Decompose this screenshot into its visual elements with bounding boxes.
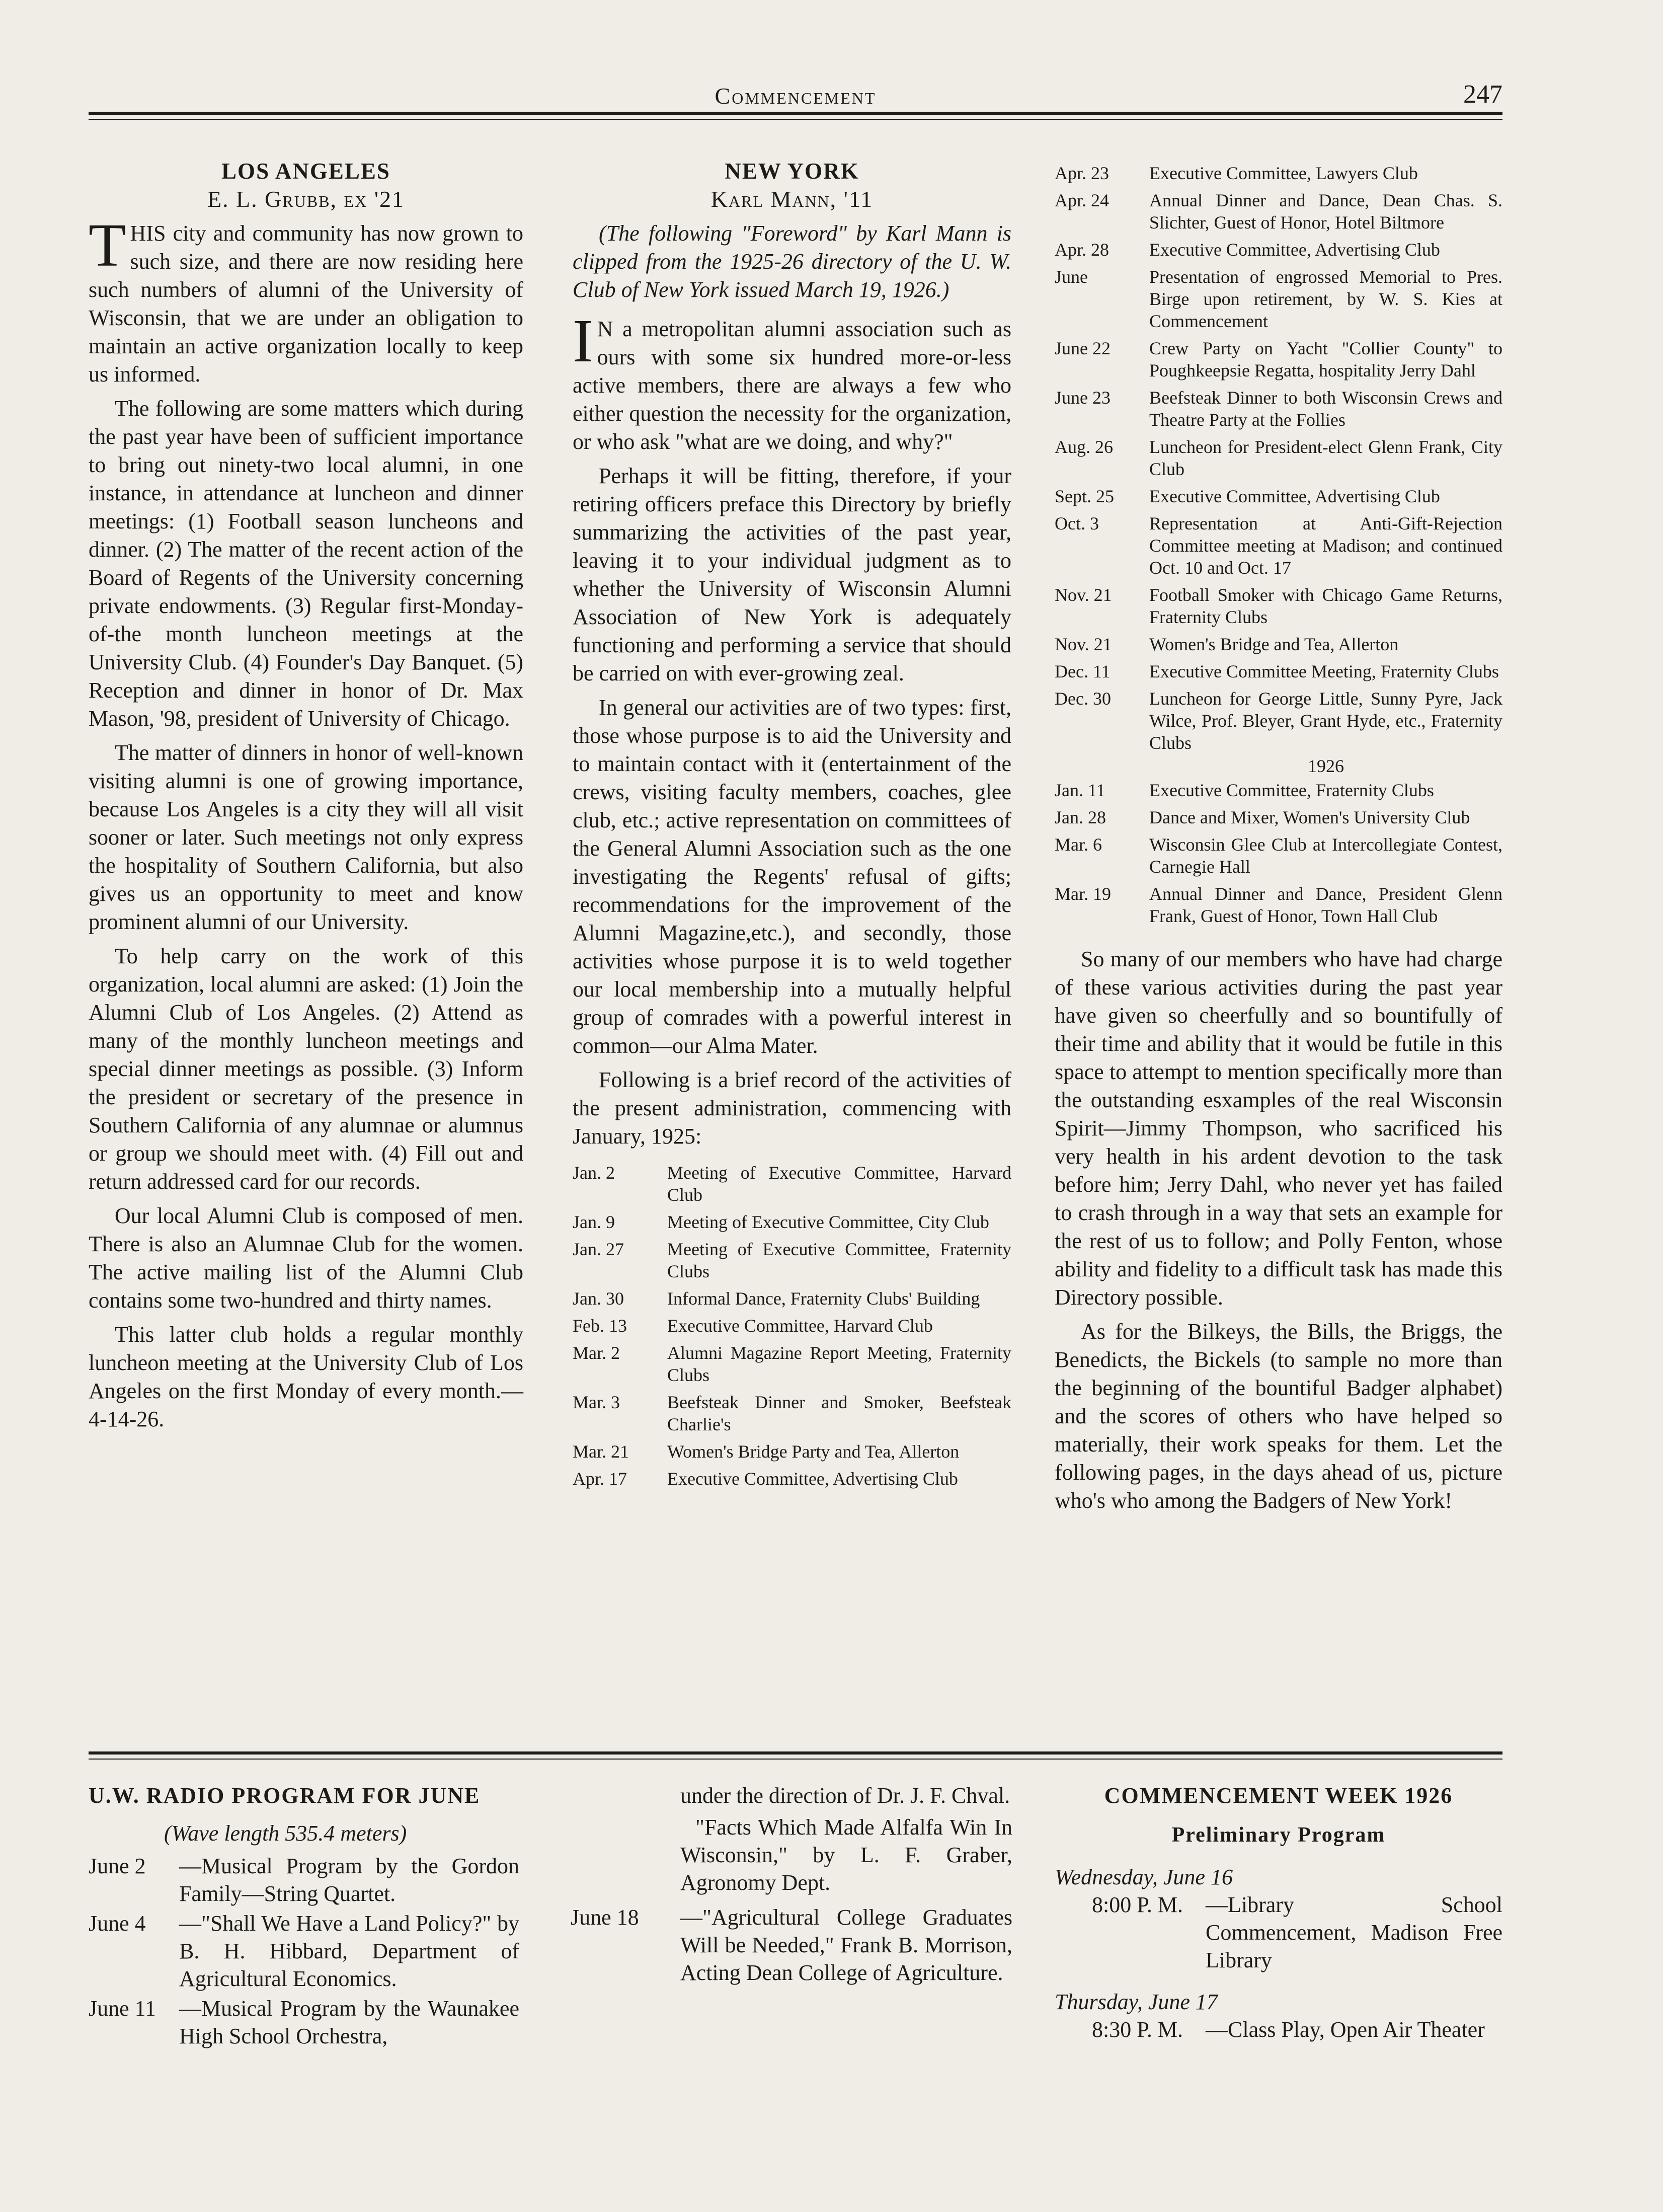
new-york-paragraph-6: As for the Bilkeys, the Bills, the Briggs, the Benedicts, the Bickels (to sample no more than the beginning of the bountiful Badger alphabet) and the scores of others who have helped so materially, their work speaks for them. Let the following pages, in the days ahead of us, picture who's who among the Badgers of New York! [1055, 1319, 1502, 1513]
event-row [573, 1211, 1011, 1233]
event-description: Meeting of Executive Committee, City Club [667, 1212, 989, 1232]
event-row [1055, 633, 1502, 655]
commencement-heading: COMMENCEMENT WEEK 1926 [1104, 1783, 1453, 1808]
event-date: Jan. 2 [573, 1163, 615, 1183]
event-description: Meeting of Executive Committee, Harvard Club [667, 1163, 1011, 1205]
header-rule [89, 112, 1502, 120]
los-angeles-byline: E. L. Grubb, ex '21 [207, 186, 405, 212]
radio-item [89, 1852, 519, 1908]
commencement-event-desc: —Class Play, Open Air Theater [1206, 2017, 1485, 2042]
event-row [573, 1287, 1011, 1310]
los-angeles-paragraph-2: The following are some matters which during the past year have been of sufficient importance to bring out ninety-two local alumni, in one instance, in attendance at luncheon and dinner meetings: (1) Football season luncheons and dinner. (2) The matter of the recent action of the Board of Regents of the University concerning private endowments. (3) Regular first-Monday-of-the month luncheon meetings at the University Club. (4) Founder's Day Banquet. (5) Reception and dinner in honor of Dr. Max Mason, '98, president of University of Chicago. [89, 396, 523, 731]
event-description: Executive Committee, Harvard Club [667, 1316, 933, 1336]
event-date: Apr. 23 [1055, 163, 1109, 183]
radio-item-date: June 2 [89, 1854, 146, 1878]
event-description: Wisconsin Glee Club at Intercollegiate Contest, Carnegie Hall [1149, 834, 1502, 877]
event-description: Women's Bridge and Tea, Allerton [1149, 634, 1399, 654]
event-row [573, 1342, 1011, 1386]
event-date: Jan. 27 [573, 1239, 624, 1259]
event-description: Executive Committee, Fraternity Clubs [1149, 780, 1434, 800]
new-york-column [573, 157, 1011, 1495]
los-angeles-paragraph-4: To help carry on the work of this organization, local alumni are asked: (1) Join the Alumni Club of Los Angeles. (2) Attend as many of the monthly luncheon meetings and special dinner meetings as possible. (3) Inform the president or secretary of the presence in Southern California of any alumnae or alumnus or group we should meet with. (4) Fill out and return addressed card for our records. [89, 944, 523, 1194]
event-row [1055, 436, 1502, 480]
event-date: Nov. 21 [1055, 585, 1112, 605]
running-title: Commencement [715, 83, 877, 109]
radio-item [89, 1910, 519, 1993]
event-description: Informal Dance, Fraternity Clubs' Building [667, 1288, 980, 1309]
event-date: June [1055, 267, 1088, 287]
commencement-day-label: Thursday, June 17 [1055, 1990, 1218, 2014]
event-description: Executive Committee, Advertising Club [667, 1469, 958, 1489]
event-description: Beefsteak Dinner and Smoker, Beefsteak Charlie's [667, 1392, 1011, 1434]
radio-item [89, 1995, 519, 2050]
event-date: Dec. 30 [1055, 689, 1111, 709]
new-york-byline: Karl Mann, '11 [710, 186, 874, 212]
new-york-column-continued [1055, 162, 1502, 1515]
event-row [1055, 239, 1502, 261]
event-row [1055, 387, 1502, 431]
radio-program-section [89, 1782, 519, 2050]
event-date: Mar. 21 [573, 1441, 629, 1462]
radio-item-date: June 4 [89, 1911, 146, 1936]
event-date: Jan. 28 [1055, 807, 1106, 827]
event-date: Aug. 26 [1055, 437, 1113, 457]
radio-item-desc: —"Shall We Have a Land Policy?" by B. H. Hibbard, Department of Agricultural Economics. [179, 1911, 519, 1991]
event-date: Apr. 17 [573, 1469, 627, 1489]
event-description: Executive Committee, Advertising Club [1149, 240, 1440, 260]
event-date: Jan. 11 [1055, 780, 1105, 800]
new-york-paragraph-4: Following is a brief record of the activities of the present administration, commencing with January, 1925: [573, 1067, 1011, 1149]
dropcap-t: T [89, 211, 126, 279]
event-row [1055, 266, 1502, 332]
event-row [573, 1468, 1011, 1490]
radio-item-desc: —"Agricultural College Graduates Will be Needed," Frank B. Morrison, Acting Dean College of Agriculture. [680, 1905, 1012, 1985]
commencement-event-time: 8:00 P. M. [1092, 1892, 1183, 1917]
commencement-event-desc: —Library School Commencement, Madison Free Library [1206, 1892, 1502, 1972]
event-row [1055, 660, 1502, 682]
event-list-1926 [1055, 779, 1502, 927]
event-description: Luncheon for George Little, Sunny Pyre, Jack Wilce, Prof. Bleyer, Grant Hyde, etc., Fraternity Clubs [1149, 689, 1502, 753]
event-date: Oct. 3 [1055, 513, 1099, 533]
event-description: Executive Committee Meeting, Fraternity Clubs [1149, 661, 1499, 681]
commencement-event-time: 8:30 P. M. [1092, 2017, 1183, 2042]
event-row [1055, 883, 1502, 927]
event-row [1055, 512, 1502, 579]
los-angeles-paragraph-1: THIS city and community has now grown to such size, and there are now residing here such numbers of alumni of the University of Wisconsin, that we are under an obligation to maintain an active organization locally to keep us informed. [89, 211, 523, 387]
radio-program-continued [571, 1782, 1012, 1987]
event-date: June 22 [1055, 338, 1111, 358]
section-rule [89, 1751, 1502, 1760]
event-row [1055, 688, 1502, 754]
event-date: Feb. 13 [573, 1316, 627, 1336]
los-angeles-heading: LOS ANGELES [221, 159, 390, 184]
event-date: June 23 [1055, 388, 1111, 408]
event-row [1055, 337, 1502, 382]
radio-item-june-18 [571, 1903, 1012, 1987]
event-description: Luncheon for President-elect Glenn Frank, City Club [1149, 437, 1502, 479]
new-york-paragraph-3: In general our activities are of two types: first, those whose purpose is to aid the University and to maintain contact with it (entertainment of the crews, visiting faculty members, coaches, glee club, etc.; active representation on committees of the General Alumni Association such as the one investigating the Regents' refusal of gifts; recommendations for the improvement of the Alumni Magazine,etc.), and secondly, those activities whose purpose it is to weld together our local membership into a mutually helpful group of comrades with a powerful interest in common—our Alma Mater. [573, 695, 1011, 1058]
dropcap-i: I [573, 307, 593, 375]
event-date: Mar. 3 [573, 1392, 620, 1412]
event-row [573, 1315, 1011, 1337]
radio-item-desc: —Musical Program by the Gordon Family—String Quartet. [179, 1854, 519, 1906]
running-header [89, 80, 1502, 116]
event-date: Mar. 2 [573, 1343, 620, 1363]
commencement-week-section [1055, 1782, 1502, 2043]
event-list-1925-a [573, 1162, 1011, 1490]
event-row [573, 1391, 1011, 1435]
radio-heading: U.W. RADIO PROGRAM FOR JUNE [89, 1783, 481, 1808]
event-date: Jan. 30 [573, 1288, 624, 1309]
commencement-event [1055, 2016, 1502, 2043]
event-date: Apr. 24 [1055, 190, 1109, 210]
event-date: Mar. 6 [1055, 834, 1102, 855]
event-row [573, 1238, 1011, 1282]
los-angeles-paragraph-3: The matter of dinners in honor of well-known visiting alumni is one of growing importance, because Los Angeles is a city they will all visit sooner or later. Such meetings not only express the hospitality of Southern California, but also gives us an opportunity to meet and know prominent alumni of our University. [89, 740, 523, 934]
event-row [1055, 806, 1502, 828]
event-row [1055, 833, 1502, 878]
radio-item-desc: —Musical Program by the Waunakee High School Orchestra, [179, 1996, 519, 2048]
event-description: Dance and Mixer, Women's University Club [1149, 807, 1470, 827]
event-description: Executive Committee, Advertising Club [1149, 486, 1440, 506]
event-description: Representation at Anti-Gift-Rejection Committee meeting at Madison; and continued Oct. 10 and Oct. 17 [1149, 513, 1502, 578]
radio-item-date: June 11 [89, 1996, 156, 2021]
new-york-paragraph-1: I N a metropolitan alumni association such as ours with some six hundred more-or-less active members, there are always a few who either question the necessity for the organization, or who ask "what are we doing, and why?" [573, 307, 1011, 454]
event-row [1055, 485, 1502, 507]
radio-subtitle: (Wave length 535.4 meters) [164, 1821, 407, 1846]
radio-continuation-1: under the direction of Dr. J. F. Chval. [680, 1783, 1010, 1808]
event-list-1925-b [1055, 162, 1502, 754]
new-york-intro: (The following "Foreword" by Karl Mann is clipped from the 1925-26 directory of the U. W. Club of New York issued March 19, 1926.) [573, 221, 1011, 302]
event-description: Meeting of Executive Committee, Fraternity Clubs [667, 1239, 1011, 1281]
event-date: Dec. 11 [1055, 661, 1111, 681]
new-york-paragraph-2: Perhaps it will be fitting, therefore, if your retiring officers preface this Directory by briefly summarizing the activities of the past year, leaving it to your individual judgment as to whether the University of Wisconsin Alumni Association of New York is adequately functioning and performing a service that should be carried on with ever-growing zeal. [573, 464, 1011, 685]
event-date: Mar. 19 [1055, 884, 1111, 904]
event-date: Apr. 28 [1055, 240, 1109, 260]
los-angeles-column [89, 157, 523, 1433]
los-angeles-paragraph-5: Our local Alumni Club is composed of men. There is also an Alumnae Club for the women. The active mailing list of the Alumni Club contains some two-hundred and thirty names. [89, 1203, 523, 1313]
new-york-paragraph-5: So many of our members who have had charge of these various activities during the past year have given so cheerfully and so bountifully of their time and ability that it would be futile in this space to attempt to mention specifically more than the outstanding esxamples of the real Wisconsin Spirit—Jimmy Thompson, who sacrificed his very health in his ardent devotion to the task before him; Jerry Dahl, who never yet has failed to crash through in a way that sets an example for the rest of us to follow; and Polly Fenton, whose ability and fidelity to a difficult task has made this Directory possible. [1055, 947, 1502, 1310]
event-date: Nov. 21 [1055, 634, 1112, 654]
event-description: Beefsteak Dinner to both Wisconsin Crews and Theatre Party at the Follies [1149, 388, 1502, 430]
radio-item-date: June 18 [571, 1905, 639, 1930]
commencement-day-label: Wednesday, June 16 [1055, 1865, 1233, 1889]
commencement-event [1055, 1891, 1502, 1974]
event-row [1055, 162, 1502, 184]
event-row [1055, 189, 1502, 234]
year-1926-label: 1926 [1308, 756, 1344, 776]
event-description: Annual Dinner and Dance, President Glenn Frank, Guest of Honor, Town Hall Club [1149, 884, 1502, 926]
event-description: Alumni Magazine Report Meeting, Fraternity Clubs [667, 1343, 1011, 1385]
event-description: Crew Party on Yacht "Collier County" to Poughkeepsie Regatta, hospitality Jerry Dahl [1149, 338, 1502, 380]
radio-list [89, 1852, 519, 2050]
page-number: 247 [1463, 80, 1502, 109]
event-row [573, 1162, 1011, 1206]
radio-continuation-2: "Facts Which Made Alfalfa Win In Wisconsin," by L. F. Graber, Agronomy Dept. [680, 1815, 1012, 1895]
event-row [573, 1440, 1011, 1463]
event-row [1055, 584, 1502, 628]
event-date: Sept. 25 [1055, 486, 1115, 506]
commencement-days [1055, 1863, 1502, 2043]
event-description: Football Smoker with Chicago Game Returns, Fraternity Clubs [1149, 585, 1502, 627]
new-york-heading: NEW YORK [725, 159, 859, 184]
commencement-subheading: Preliminary Program [1171, 1823, 1386, 1847]
event-description: Executive Committee, Lawyers Club [1149, 163, 1418, 183]
event-description: Women's Bridge Party and Tea, Allerton [667, 1441, 960, 1462]
los-angeles-paragraph-6: This latter club holds a regular monthly luncheon meeting at the University Club of Los Angeles on the first Monday of every month.—4-14-26. [89, 1322, 523, 1431]
event-date: Jan. 9 [573, 1212, 615, 1232]
event-description: Presentation of engrossed Memorial to Pres. Birge upon retirement, by W. S. Kies at Commencement [1149, 267, 1502, 331]
event-row [1055, 779, 1502, 801]
event-description: Annual Dinner and Dance, Dean Chas. S. Slichter, Guest of Honor, Hotel Biltmore [1149, 190, 1502, 233]
